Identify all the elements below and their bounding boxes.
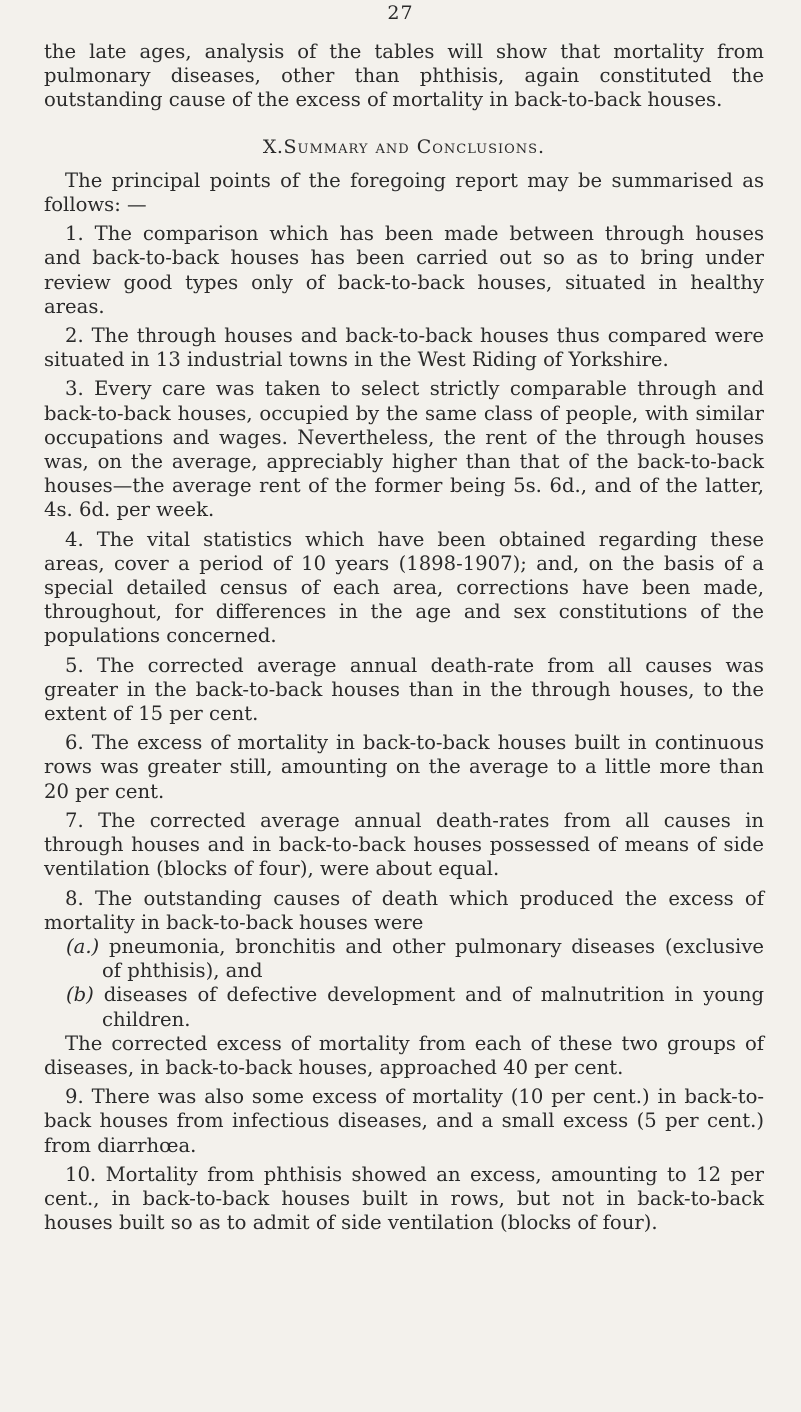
item-number: 6. bbox=[65, 731, 84, 755]
body-text bbox=[44, 40, 764, 1235]
item-text: The corrected average annual death-rates from all causes in through houses and in back-to-back houses possessed of means of side ventilation (blocks of four), were about equal. bbox=[44, 808, 764, 881]
item-text: The vital statistics which have been obtained regarding these areas, cover a period of 10 years (1898-1907); and, on the basis of a special detailed census of each area, corrections have been made, throughout, for differences in the age and sex constitutions of the populations concerned. bbox=[44, 527, 764, 648]
item-number: 3. bbox=[65, 377, 84, 401]
item-text: There was also some excess of mortality (10 per cent.) in back-to-back houses from infectious diseases, and a small excess (5 per cent.) from diarrhœa. bbox=[44, 1085, 764, 1157]
item-number: 9. bbox=[65, 1085, 84, 1109]
conclusion-item bbox=[44, 654, 764, 727]
item-number: 10. bbox=[65, 1162, 97, 1186]
intro-paragraph: The principal points of the foregoing report may be summarised as follows: — bbox=[44, 168, 764, 217]
conclusion-item bbox=[44, 1085, 764, 1158]
opening-paragraph: the late ages, analysis of the tables will show that mortality from pulmonary diseases, other than phthisis, again constituted the outstanding cause of the excess of mortality in back-to-back houses. bbox=[44, 40, 764, 112]
section-number: X. bbox=[262, 135, 284, 158]
conclusion-item bbox=[44, 528, 764, 649]
sub-item bbox=[44, 983, 764, 1031]
item-number: 8. bbox=[65, 886, 84, 910]
section-heading bbox=[44, 135, 764, 159]
section-title-part2: Conclusions. bbox=[416, 135, 546, 158]
page-number: 27 bbox=[387, 2, 414, 24]
conclusion-item bbox=[44, 324, 764, 372]
conclusion-item bbox=[44, 887, 764, 935]
section-title-part1: Summary bbox=[283, 135, 369, 158]
conclusion-item bbox=[44, 731, 764, 804]
conclusion-item bbox=[44, 809, 764, 882]
item-text: Mortality from phthisis showed an excess, amounting to 12 per cent., in back-to-back houses built in rows, but not in back-to-back houses built so as to admit of side ventilation (blocks of four). bbox=[44, 1162, 764, 1235]
section-title-and: and bbox=[368, 135, 417, 158]
conclusion-item bbox=[44, 222, 764, 319]
sub-item-text: diseases of defective development and of malnutrition in young children. bbox=[102, 983, 764, 1031]
item-number: 7. bbox=[65, 808, 84, 832]
sub-item-label: (b) bbox=[66, 983, 94, 1007]
item-text: The corrected average annual death-rate from all causes was greater in the back-to-back houses than in the through houses, to the extent of 15 per cent. bbox=[44, 653, 764, 726]
item-text: The comparison which has been made between through houses and back-to-back houses has been carried out so as to bring under review good types only of back-to-back houses, situated in healthy areas. bbox=[44, 222, 765, 318]
conclusion-item bbox=[44, 1163, 764, 1236]
item-number: 4. bbox=[65, 527, 84, 551]
sub-item bbox=[44, 935, 764, 983]
item-text: The through houses and back-to-back houses thus compared were situated in 13 industrial towns in the West Riding of Yorkshire. bbox=[44, 324, 764, 372]
item-number: 2. bbox=[65, 324, 84, 348]
item-number: 1. bbox=[65, 222, 84, 246]
item-number: 5. bbox=[65, 653, 84, 677]
item-text: The outstanding causes of death which produced the excess of mortality in back-to-back houses were bbox=[44, 886, 764, 934]
item-text: Every care was taken to select strictly comparable through and back-to-back houses, occupied by the same class of people, with similar occupations and wages. Nevertheless, the rent of the through houses was, on the average, appreciably higher than that of the back-to-back houses—the average rent of the former being 5s. 6d., and of the latter, 4s. 6d. per week. bbox=[44, 377, 764, 522]
sub-item-text: pneumonia, bronchitis and other pulmonary diseases (exclusive of phthisis), and bbox=[102, 934, 764, 983]
conclusion-item bbox=[44, 377, 764, 522]
item8-continuation: The corrected excess of mortality from each of these two groups of diseases, in back-to-back houses, approached 40 per cent. bbox=[44, 1031, 764, 1079]
item-text: The excess of mortality in back-to-back houses built in continuous rows was greater still, amounting on the average to a little more than 20 per cent. bbox=[44, 731, 764, 803]
sub-item-label: (a.) bbox=[66, 934, 100, 958]
